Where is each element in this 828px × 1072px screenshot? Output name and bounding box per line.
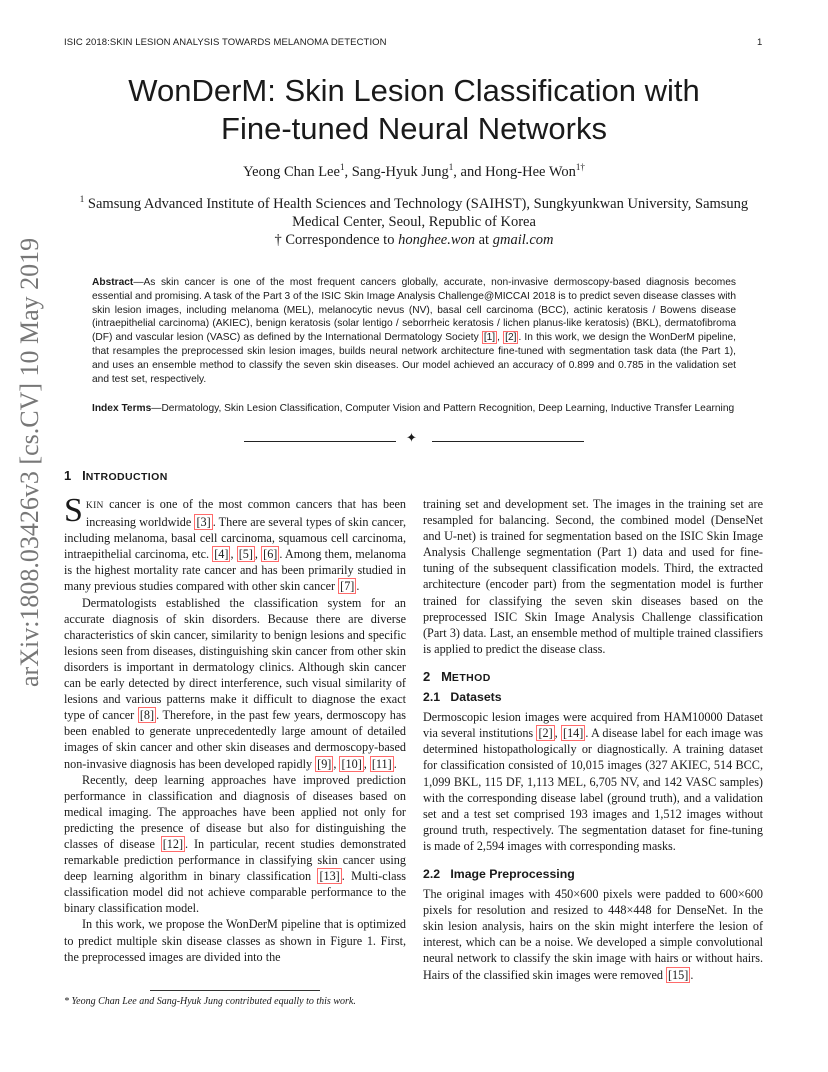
- intro-p3c: . Multi-class classification model did not achieve comparable performance to the binary classification model.: [64, 869, 406, 916]
- affiliation: [64, 195, 764, 231]
- author-1-sup: 1: [339, 162, 345, 173]
- drop-cap: S: [64, 492, 83, 529]
- correspondence: [0, 232, 828, 249]
- author-2-sup: 1: [448, 162, 454, 173]
- intro-paragraph-4: In this work, we propose the WonDerM pipeline that is optimized to predict multiple skin disease classes as shown in Figure 1. First, the preprocessed images are divided into the: [64, 917, 406, 964]
- intro-p3a: Recently, deep learning approaches have improved prediction performance in classification and diagnosis of diseases based on medical imaging. The approaches have been applied not only for predicting the presence of disease but also for distinguishing the classes of disease: [64, 772, 406, 851]
- index-terms: [92, 402, 736, 416]
- section-1-number: 1: [64, 468, 72, 483]
- abstract-text-2: . In this work, we design the WonDerM pipeline, that resamples the preprocessed skin lesion images, builds neural network architecture fine-tuned with segmentation task data (the Part 1), and uses an ensemble method to classify the seven skin diseases. Our model achieved an accuracy of 0.899 and 0.785 in the validation set and test set, respectively.: [92, 332, 736, 385]
- paper-title: [0, 72, 828, 148]
- correspondence-at: at: [478, 232, 490, 248]
- author-list: Yeong Chan Lee$^1$, Sang-Hyuk Jung$^1$, and Hong-Hee Won$^{1\dagger}$: [243, 162, 585, 180]
- divider-line-right: [432, 441, 584, 442]
- title-line-1: WonDerM: Skin Lesion Classification with: [128, 73, 700, 108]
- running-head: ISIC 2018:SKIN LESION ANALYSIS TOWARDS MELANOMA DETECTION: [64, 37, 387, 48]
- right-paragraph-1: training set and development set. The images in the training set are resampled for balancing. Second, the combined model (DenseNet and U-net) is trained for segmentation based on the ISIC Skin Image Analysis Challenge segmentation (Part 1) data and used for fine-tuning of the subsequent classification models. Third, the extracted architecture (encoder part) from the segmentation model is further trained for classifying the seven skin diseases based on the preprocessed ISIC Skin Image Analysis Challenge classification (Part 3) data. Last, an ensemble method of multiple trained classifiers is applied to predict the disease class.: [423, 497, 763, 656]
- section-2-number: 2: [423, 668, 431, 684]
- affiliation-text: Samsung Advanced Institute of Health Sciences and Technology (SAIHST), Sungkyunkwan University, Samsung Medical Center, Seoul, Republic of Korea: [87, 196, 749, 230]
- left-column: [64, 492, 407, 965]
- datasets-p1b: . A disease label for each image was determined histopathologically or diagnostically. A training dataset for classification consisted of 10,015 images (327 AKIEC, 514 BCC, 1,099 BKL, 115 DF, 1,113 MEL, 6,705 NV, and 142 VASC samples) with the corresponding disease label (ground truth), and a validation set and a test set comprised 193 images and 1,512 images without ground truth, respectively. The segmentation dataset for fine-tuning is made of 2,594 images with corresponding masks.: [423, 726, 764, 853]
- correspondence-prefix: Correspondence to: [285, 232, 395, 248]
- section-1-heading: [64, 468, 168, 483]
- divider-star-icon: ✦: [406, 431, 417, 446]
- citation-link[interactable]: [5]: [238, 547, 253, 562]
- divider-line-left: [244, 441, 396, 442]
- intro-p2a: Dermatologists established the classification system for an accurate diagnosis of skin disorders. Because there are diverse characteristics of skin cancer, similarity to benign lesions and specific lesions seen from diseases, distinguishing skin cancer from other skin disorders is important in dermatology clinics. Although skin cancer can be early detected by direct interference, such visual similarity of lesions and various patterns make it difficult to diagnose the exact type of cancer: [64, 595, 406, 723]
- citation-link[interactable]: [11]: [371, 756, 392, 771]
- citation-link[interactable]: [12]: [162, 836, 184, 851]
- preprocessing-p1a: The original images with 450×600 pixels were padded to 600×600 pixels for resolution and resized to 448×448 for DenseNet. In the skin lesion analysis, hairs on the skin might interfere the lesion of interest, which can be a noise. We developed a simple convolutional neural network to classify the skin image with hairs or without hairs. Hairs of the classified skin images were removed: [423, 887, 763, 982]
- intro-p1d: .: [356, 579, 360, 594]
- citation-link[interactable]: [8]: [139, 708, 155, 723]
- intro-paragraph-3: [64, 772, 406, 917]
- preprocessing-paragraph: [423, 886, 763, 983]
- citation-link[interactable]: [1]: [483, 332, 496, 344]
- intro-p1b: . There are several types of skin cancer, including melanoma, basal cell carcinoma, squamous cell carcinoma, intraepithelial carcinoma, etc.: [64, 515, 407, 562]
- section-2-rest: ETHOD: [451, 671, 491, 684]
- affiliation-marker: 1: [79, 194, 85, 205]
- correspondence-marker: †: [274, 232, 282, 248]
- title-line-2: Fine-tuned Neural Networks: [221, 111, 607, 146]
- footnote-rule: [150, 990, 320, 991]
- comma: ,: [363, 756, 370, 771]
- citation-link[interactable]: [15]: [668, 967, 689, 982]
- footnote: * Yeong Chan Lee and Sang-Hyuk Jung contributed equally to this work.: [64, 996, 356, 1007]
- correspondence-user: honghee.won: [398, 232, 475, 248]
- section-1-first: I: [82, 468, 86, 483]
- comma: ,: [333, 756, 340, 771]
- intro-paragraph-1: [64, 492, 407, 595]
- citation-link[interactable]: [2]: [538, 726, 553, 741]
- citation-link[interactable]: [4]: [214, 547, 229, 562]
- intro-p1a: cancer is one of the most common cancers that has been increasing worldwide: [85, 497, 406, 530]
- citation-link[interactable]: [6]: [263, 547, 278, 562]
- smallcaps-kin: KIN: [85, 501, 104, 511]
- comma: ,: [554, 726, 562, 741]
- right-column: [423, 496, 763, 983]
- intro-p1c: . Among them, melanoma is the highest mortality rate cancer and has been primarily studied in many previous studies compared with other skin cancer: [64, 547, 407, 594]
- abstract-sep: ,: [497, 332, 504, 344]
- arxiv-side-stamp: arXiv:1808.03426v3 [cs.CV] 10 May 2019: [15, 237, 44, 687]
- index-terms-text: —Dermatology, Skin Lesion Classification, Computer Vision and Pattern Recognition, Deep Learning, Inductive Transfer Learning: [151, 403, 735, 414]
- abstract-label: Abstract: [92, 277, 134, 288]
- comma: ,: [254, 547, 262, 562]
- datasets-p1a: Dermoscopic lesion images were acquired from HAM10000 Dataset via several institutions: [423, 710, 763, 741]
- abstract-text-1: —As skin cancer is one of the most frequent cancers globally, accurate, non-invasive dermoscopy-based diagnosis becomes essential and promising. A task of the Part 3 of the ISIC Skin Image Analysis Challenge@MICCAI 2018 is to predict seven disease classes with skin lesion images, including melanoma (MEL), melanocytic nevus (NV), basal cell carcinoma (BCC), actinic keratosis / Bowens disease (intraepithelial carcinoma) (AKIEC), benign keratosis (solar lentigo / seborrheic keratosis / lichen planus-like keratosis) (BKL), dermatofibroma (DF) and vascular lesion (VASC) as defined by the International Dermatology Society: [92, 277, 736, 344]
- citation-link[interactable]: [2]: [505, 332, 517, 344]
- section-1-rest: NTRODUCTION: [85, 471, 168, 483]
- intro-paragraph-2: [64, 595, 406, 772]
- section-divider: [244, 431, 584, 448]
- citation-link[interactable]: [3]: [196, 515, 211, 530]
- citation-link[interactable]: [13]: [319, 869, 340, 884]
- section-2-heading: [423, 669, 763, 686]
- citation-link[interactable]: [10]: [341, 756, 362, 771]
- section-2-first: M: [441, 668, 452, 684]
- author-3: and Hong-Hee Won: [460, 164, 576, 180]
- index-terms-label: Index Terms: [92, 403, 152, 414]
- comma: ,: [230, 547, 237, 562]
- citation-link[interactable]: [7]: [340, 579, 355, 594]
- preprocessing-p1b: .: [690, 967, 694, 982]
- citation-link[interactable]: [14]: [563, 726, 584, 741]
- intro-p3b: . In particular, recent studies demonstrated remarkable prediction performance in classifying skin cancer using deep learning algorithm in binary classification: [64, 836, 406, 884]
- author-2: Sang-Hyuk Jung: [351, 164, 449, 180]
- abstract: [92, 276, 736, 386]
- correspondence-domain: gmail.com: [492, 232, 554, 248]
- datasets-paragraph: [423, 709, 763, 854]
- page-number: 1: [757, 37, 763, 48]
- intro-p2c: .: [393, 756, 397, 771]
- citation-link[interactable]: [9]: [317, 756, 332, 771]
- author-3-sup: 1†: [575, 162, 585, 173]
- intro-p2b: . Therefore, in the past few years, dermoscopy has been enabled to generate unprecedentedly large amount of detailed images of skin cancer and other skin diseases and dermoscopy-based non-invasive diagnosis has been developed rapidly: [64, 708, 406, 771]
- subsection-2-1-heading: 2.1 Datasets: [423, 690, 502, 705]
- subsection-2-2-heading: 2.2 Image Preprocessing: [423, 866, 575, 881]
- author-1: Yeong Chan Lee: [243, 164, 340, 180]
